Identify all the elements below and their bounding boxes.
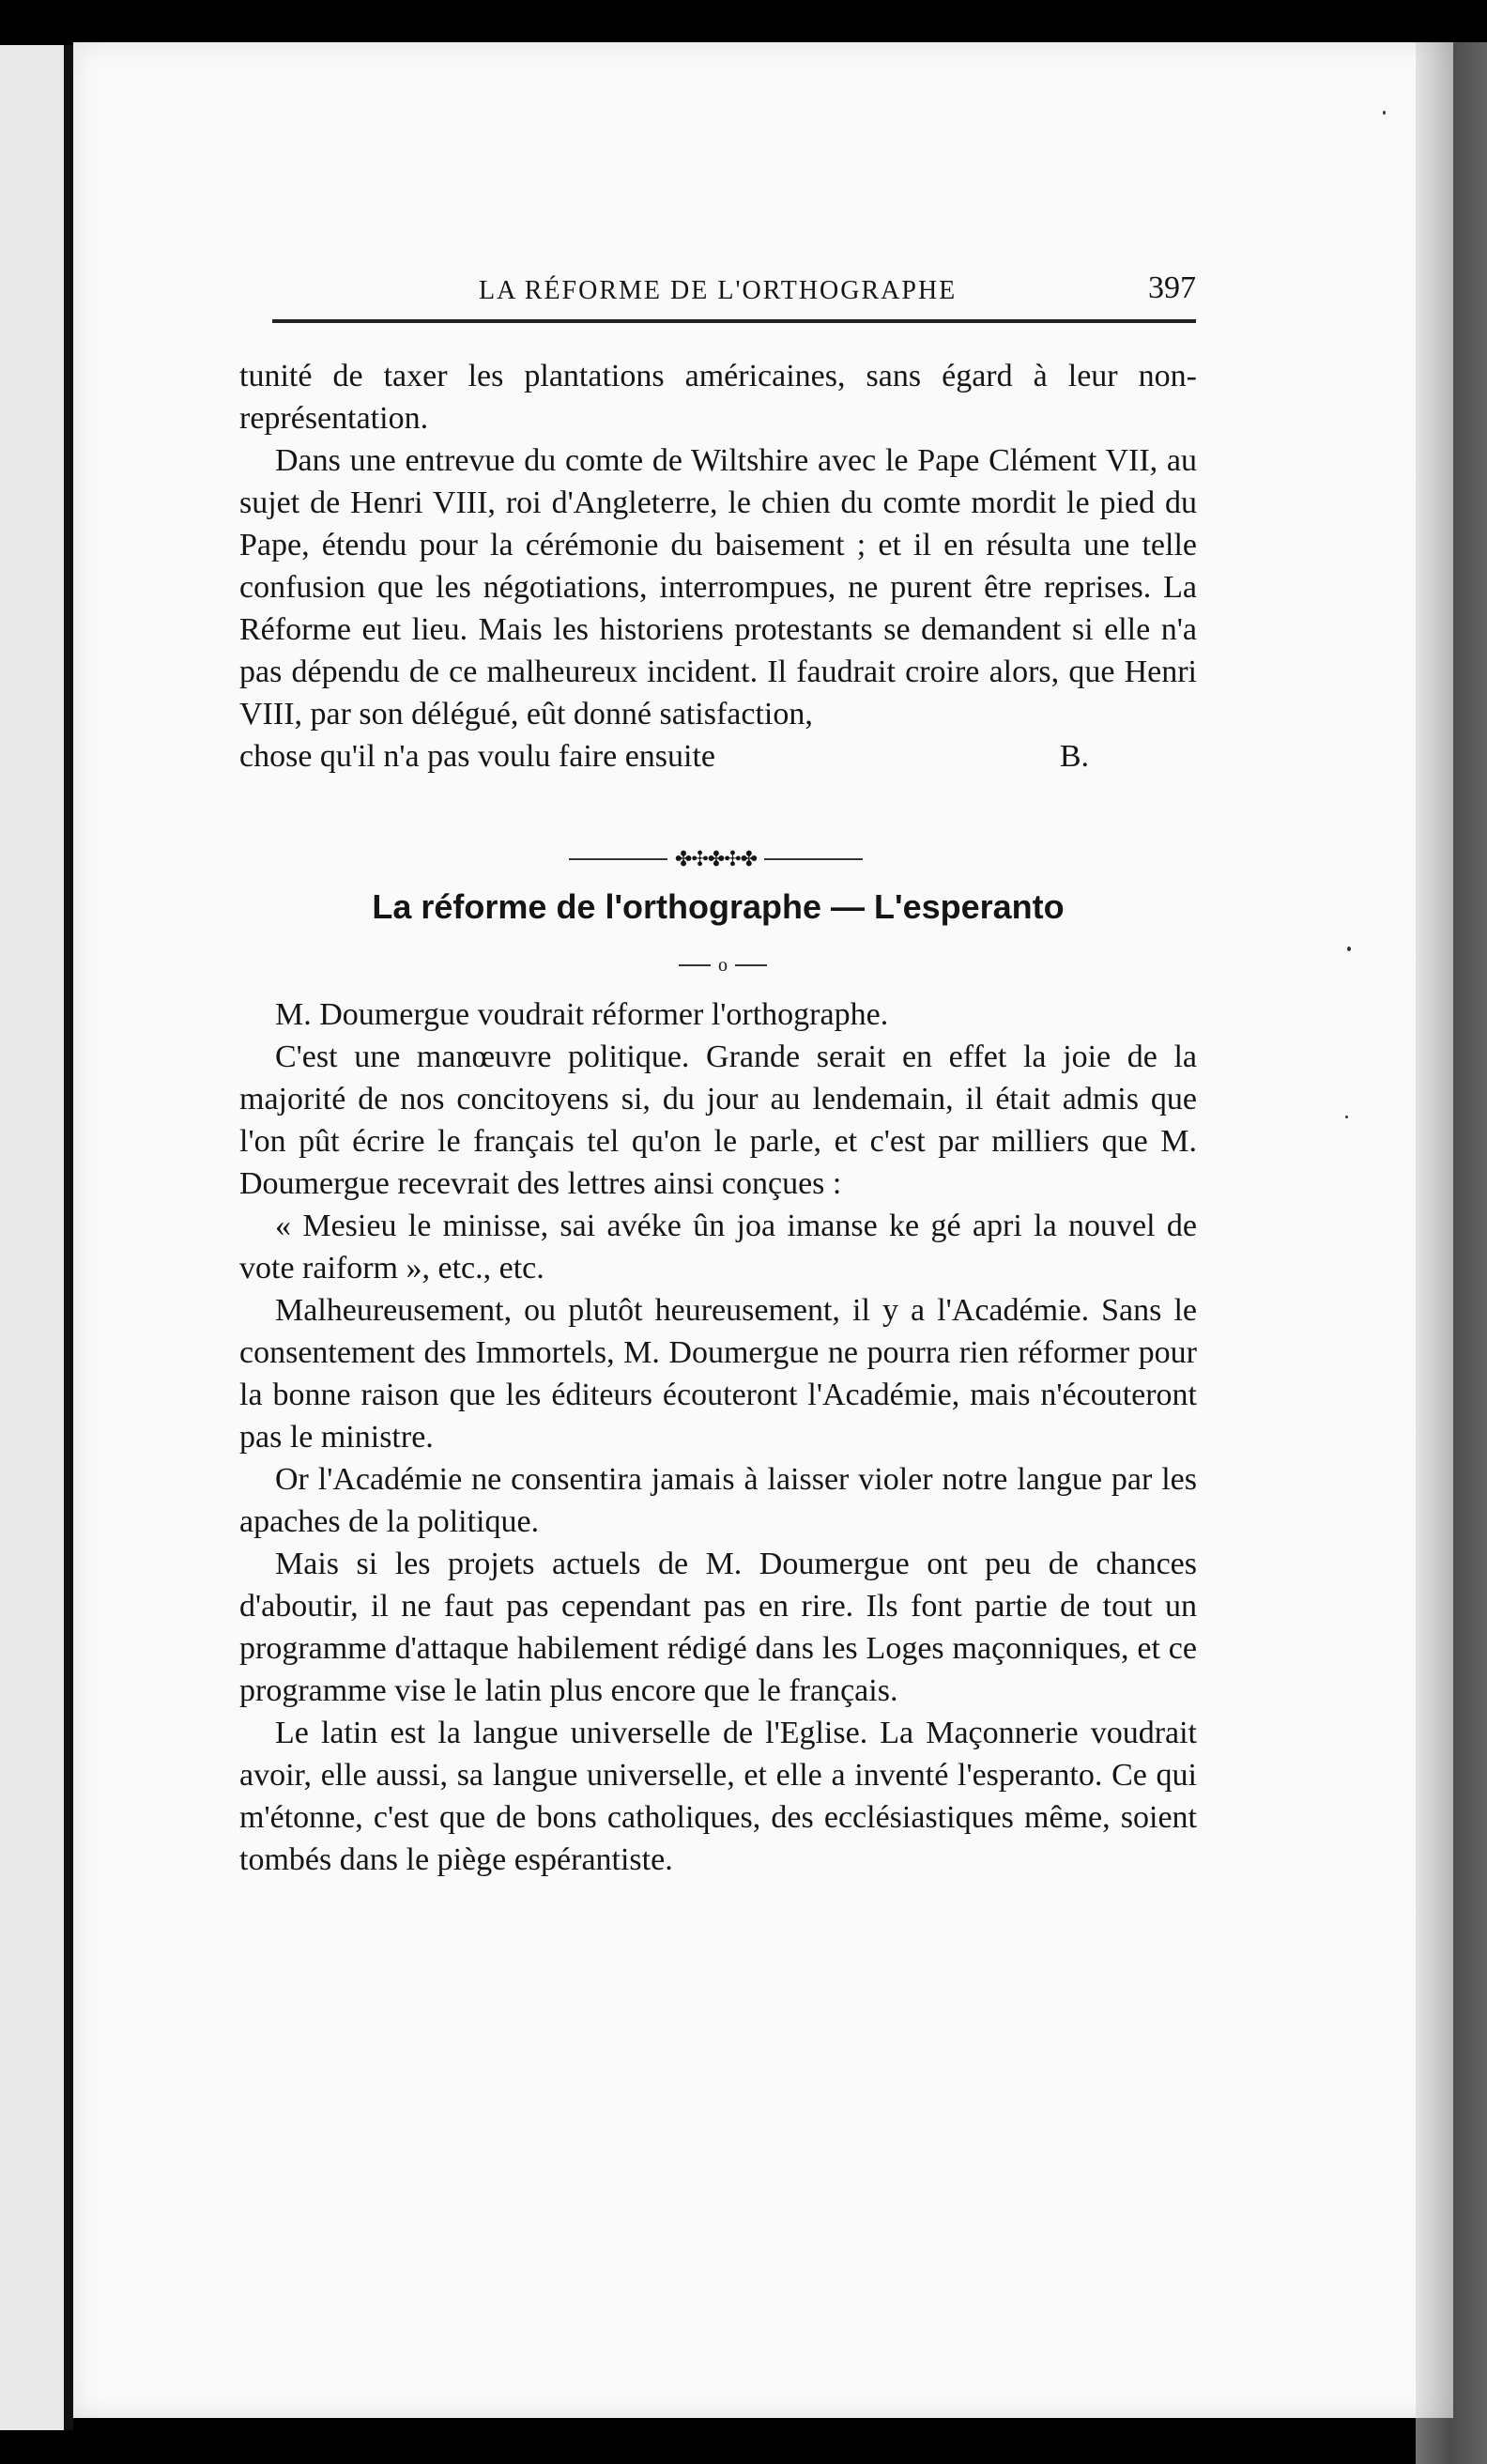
continued-text xyxy=(239,355,1197,778)
divider-mark: o xyxy=(718,955,728,976)
ornament-left-rule xyxy=(569,858,667,860)
author-initial: B. xyxy=(1059,739,1089,774)
section-heading: La réforme de l'orthographe — L'esperanto xyxy=(372,887,1065,926)
section-paragraph-6: Mais si les projets actuels de M. Doumergue ont peu de chances d'aboutir, il ne faut pas cependant pas en rire. Ils font partie de tout un programme d'attaque habilement rédigé dans les Loges maçonniques, et ce programme vise le latin plus encore que le français. xyxy=(239,1547,1197,1708)
scan-speck xyxy=(1347,947,1351,951)
section-paragraph-5: Or l'Académie ne consentira jamais à laisser violer notre langue par les apaches de la politique. xyxy=(239,1462,1197,1539)
section-paragraph-7: Le latin est la langue universelle de l'Eglise. La Maçonnerie voudrait avoir, elle aussi, sa langue universelle, et elle a inventé l'esperanto. Ce qui m'étonne, c'est que de bons catholiques, des ecclésiastiques même, soient tombés dans le piège espérantiste. xyxy=(239,1716,1197,1877)
continued-paragraph: tunité de taxer les plantations américaines, sans égard à leur non-représentation. xyxy=(239,359,1197,436)
ornament-glyph: ✤✣✤✣✤ xyxy=(674,847,758,871)
section-paragraph-3: « Mesieu le minisse, sai avéke ûn joa imanse ke gé apri la nouvel de vote raiform », etc., etc. xyxy=(239,1209,1197,1286)
section-paragraph-1: M. Doumergue voudrait réformer l'orthographe. xyxy=(275,997,889,1032)
divider-right-rule xyxy=(735,964,767,966)
heading-divider xyxy=(667,947,779,984)
scan-speck xyxy=(1383,111,1386,115)
signature-line xyxy=(239,735,1197,778)
section-paragraph-2: C'est une manœuvre politique. Grande serait en effet la joie de la majorité de nos concitoyens si, du jour au lendemain, il était admis que l'on pût écrire le français tel qu'on le parle, et c'est par milliers que M. Doumergue recevrait des lettres ainsi conçues : xyxy=(239,1040,1197,1201)
page-number: 397 xyxy=(1148,270,1196,305)
wiltshire-paragraph: Dans une entrevue du comte de Wiltshire avec le Pape Clément VII, au sujet de Henri VIII, roi d'Angleterre, le chien du comte mordit le pied du Pape, étendu pour la cérémonie du baisement ; et il en résulta une telle confusion que les négotiations, interrompues, ne purent être reprises. La Réforme eut lieu. Mais les historiens protestants se demandent si elle n'a pas dépendu de ce malheureux incident. Il faudrait croire alors, que Henri VIII, par son délégué, eût donné satisfaction, xyxy=(239,443,1197,732)
divider-left-rule xyxy=(679,964,711,966)
adjacent-page-edge xyxy=(0,45,73,2430)
section-text xyxy=(239,993,1197,1881)
section-paragraph-4: Malheureusement, ou plutôt heureusement, il y a l'Académie. Sans le consentement des Immortels, M. Doumergue ne pourra rien réformer pour la bonne raison que les éditeurs écouteront l'Académie, mais n'écouteront pas le ministre. xyxy=(239,1293,1197,1455)
signature-line-text: chose qu'il n'a pas voulu faire ensuite xyxy=(239,739,715,774)
scan-speck xyxy=(1345,1116,1348,1118)
running-head xyxy=(272,272,1196,323)
running-title: LA RÉFORME DE L'ORTHOGRAPHE xyxy=(479,276,958,305)
ornament-right-rule xyxy=(764,858,863,860)
section-ornament xyxy=(559,840,873,878)
page-fore-edge xyxy=(1416,42,1487,2464)
